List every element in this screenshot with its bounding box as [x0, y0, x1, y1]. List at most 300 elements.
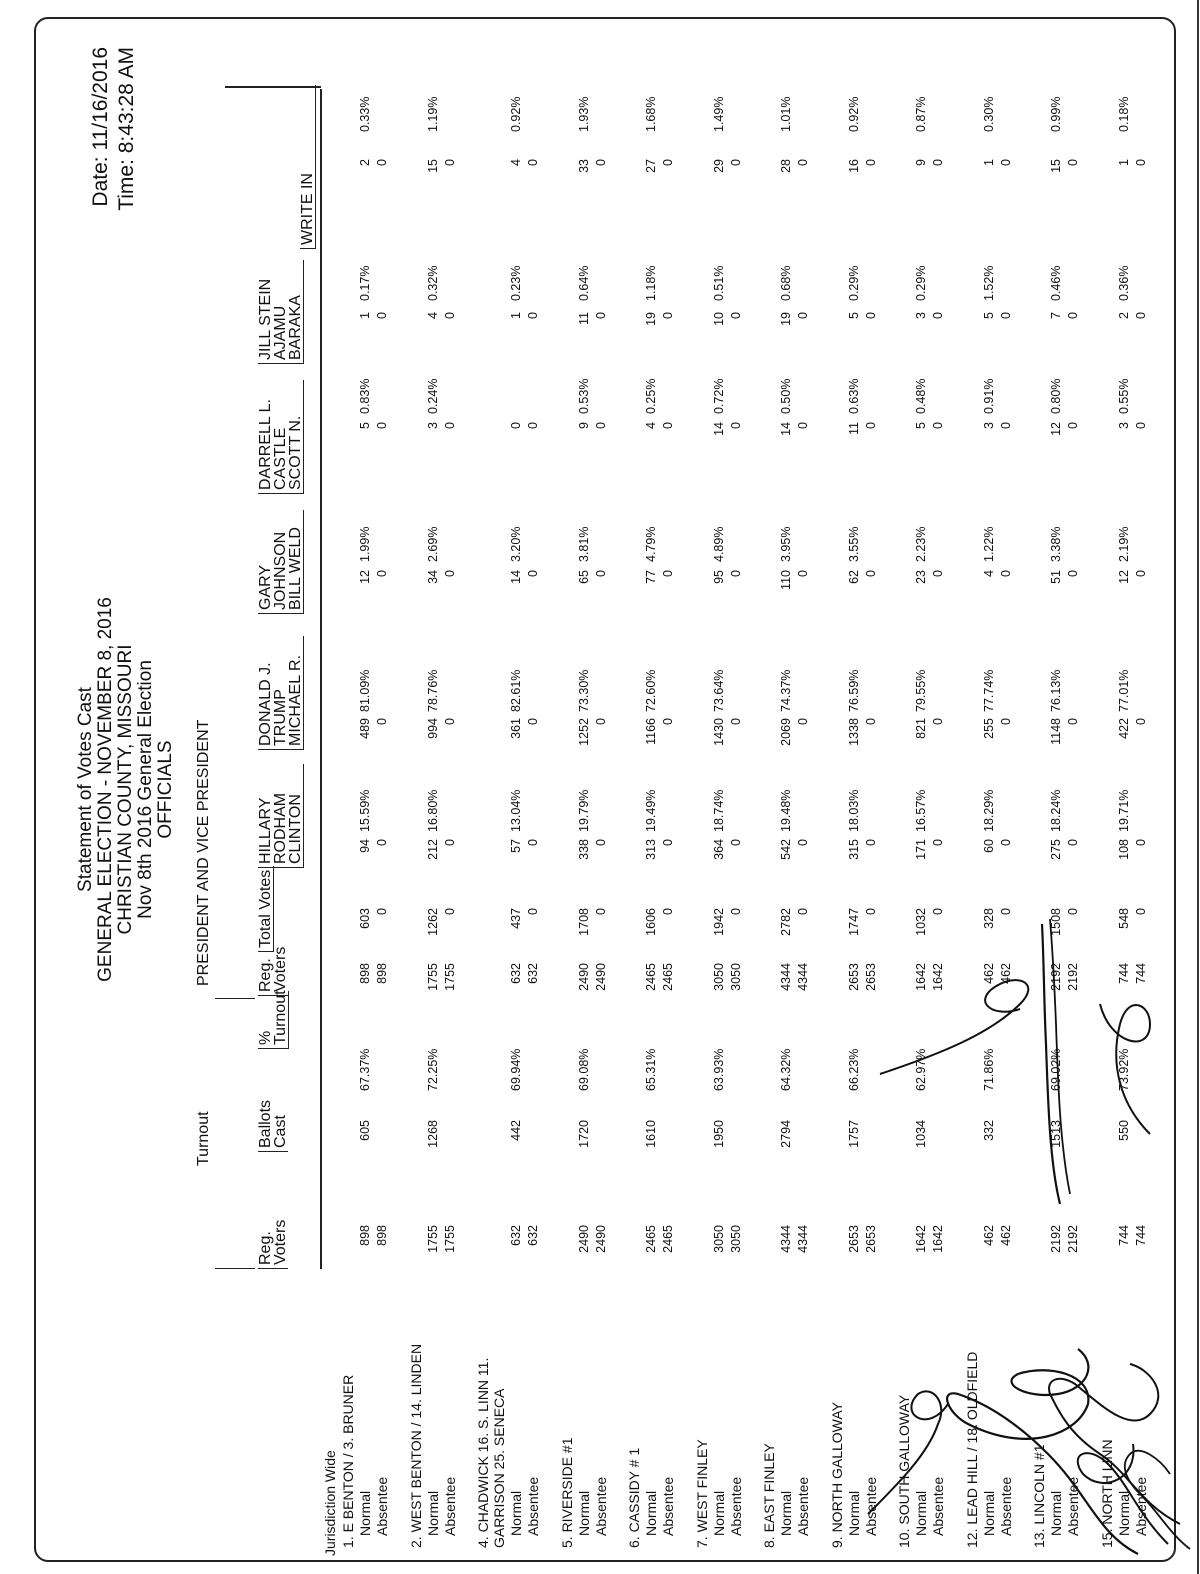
cell-percent: 79.55%: [914, 669, 928, 712]
cell-value: 14: [779, 422, 793, 436]
precinct-name: 10. SOUTH GALLOWAY: [896, 1394, 912, 1548]
date-time: [88, 47, 140, 211]
cell-absentee-value: 0: [998, 570, 1013, 577]
cell-absentee-value: 0: [728, 570, 743, 577]
cell-value: 437: [509, 908, 523, 929]
cell-percent: 72.60%: [644, 669, 658, 712]
col-ballots-cast: Ballots Cast: [258, 1094, 288, 1152]
row-label-normal: Normal: [424, 1490, 441, 1536]
cell-percent: 4.89%: [711, 526, 726, 562]
cell-absentee-value: 0: [375, 422, 389, 429]
cell-value: 1610: [644, 1120, 658, 1148]
cell-value: 33: [576, 159, 591, 173]
cell-absentee-value: 0: [442, 312, 457, 319]
cell-percent: 82.61%: [509, 669, 523, 712]
cell-absentee-value: 0: [593, 718, 608, 725]
row-label-normal: Normal: [357, 1490, 373, 1536]
header-divider: [225, 87, 321, 89]
cell-percent: 15.59%: [358, 789, 372, 832]
row-label-absentee: Absentee: [374, 1476, 390, 1536]
cell-percent: 1.49%: [711, 96, 726, 132]
cell-value: 1513: [1049, 1120, 1063, 1148]
row-label-absentee: Absentee: [660, 1476, 676, 1536]
cell-percent: 69.94%: [509, 1048, 523, 1091]
cell-absentee-value: 0: [728, 839, 743, 846]
cell-value: 1: [509, 312, 523, 319]
cell-percent: 1.18%: [644, 265, 658, 301]
col-reg-voters: Reg. Voters: [258, 1221, 288, 1269]
cell-value: 12: [358, 570, 372, 584]
cell-absentee-value: 0: [998, 839, 1013, 846]
cell-absentee-value: 632: [526, 1225, 540, 1246]
cell-value: 2465: [644, 963, 658, 991]
cell-absentee-value: 0: [375, 908, 389, 915]
row-label-normal: Normal: [575, 1490, 592, 1536]
cell-value: 14: [509, 570, 523, 584]
cell-percent: 81.09%: [358, 669, 372, 712]
cell-value: 3: [914, 312, 928, 319]
cell-percent: 0.53%: [576, 378, 591, 414]
cell-absentee-value: 0: [728, 422, 743, 429]
cell-value: 489: [358, 718, 372, 739]
cell-percent: 0.36%: [1116, 265, 1131, 301]
cell-absentee-value: 0: [375, 570, 389, 577]
cell-percent: 3.38%: [1049, 526, 1063, 562]
precinct-name: 4. CHADWICK 16. S. LINN 11.: [475, 1357, 491, 1548]
cell-value: 15: [1049, 159, 1063, 173]
header-divider: [215, 998, 255, 999]
precinct-name: 12. LEAD HILL / 18. OLDFIELD: [963, 1351, 980, 1548]
cell-value: 1338: [846, 718, 861, 746]
cell-percent: 73.30%: [576, 669, 591, 712]
cell-value: 2653: [846, 1225, 861, 1253]
cell-value: 1430: [711, 718, 726, 746]
cell-percent: 3.55%: [846, 526, 861, 562]
cell-absentee-value: 0: [442, 159, 457, 166]
cell-percent: 64.32%: [779, 1048, 793, 1091]
precinct-name: 8. EAST FINLEY: [761, 1443, 777, 1548]
cell-percent: 18.29%: [981, 789, 996, 832]
precinct-name: 6. CASSIDY # 1: [626, 1447, 642, 1548]
cell-value: 632: [509, 963, 523, 984]
cell-value: 28: [779, 159, 793, 173]
cell-value: 34: [425, 570, 440, 584]
cell-absentee-value: 0: [796, 718, 810, 725]
cell-value: 3: [425, 422, 440, 429]
cell-absentee-value: 744: [1133, 1225, 1148, 1246]
cell-value: 364: [711, 839, 726, 860]
title-line: Nov 8th 2016 General Election: [135, 660, 156, 919]
cell-value: 16: [846, 159, 861, 173]
col-johnson: GARY JOHNSON BILL WELD: [258, 510, 304, 614]
cell-value: 4: [509, 159, 523, 166]
cell-absentee-value: 0: [442, 570, 457, 577]
cell-percent: 76.59%: [846, 669, 861, 712]
cell-value: 14: [711, 422, 726, 436]
cell-percent: 0.80%: [1049, 378, 1063, 414]
cell-value: 255: [981, 718, 996, 739]
cell-value: 12: [1049, 422, 1063, 436]
cell-percent: 18.74%: [711, 789, 726, 832]
cell-percent: 77.01%: [1116, 669, 1131, 712]
cell-value: 1942: [711, 908, 726, 936]
row-label-absentee: Absentee: [795, 1476, 811, 1536]
cell-value: 1034: [914, 1120, 928, 1148]
cell-absentee-value: 1642: [931, 1225, 945, 1253]
contest-title: PRESIDENT AND VICE PRESIDENT: [195, 719, 212, 986]
cell-absentee-value: 0: [1066, 422, 1080, 429]
cell-value: 1: [1116, 159, 1131, 166]
cell-absentee-value: 0: [796, 570, 810, 577]
cell-value: 2192: [1049, 963, 1063, 991]
cell-value: 361: [509, 718, 523, 739]
row-label-normal: Normal: [508, 1490, 524, 1536]
cell-absentee-value: 0: [728, 159, 743, 166]
cell-percent: 1.68%: [644, 96, 658, 132]
cell-absentee-value: 0: [863, 908, 878, 915]
cell-percent: 19.71%: [1116, 789, 1131, 832]
cell-absentee-value: 1755: [442, 963, 457, 991]
cell-value: 1708: [576, 908, 591, 936]
cell-percent: 72.25%: [425, 1048, 440, 1091]
cell-value: 3: [981, 422, 996, 429]
cell-absentee-value: 2490: [593, 963, 608, 991]
cell-value: 1755: [425, 963, 440, 991]
cell-absentee-value: 0: [998, 159, 1013, 166]
col-reg-voters2: Reg. Voters: [258, 947, 288, 996]
cell-value: 57: [509, 839, 523, 853]
cell-value: 10: [711, 312, 726, 326]
cell-value: 1720: [576, 1120, 591, 1148]
cell-absentee-value: 0: [526, 159, 540, 166]
cell-absentee-value: 0: [863, 570, 878, 577]
cell-percent: 3.20%: [509, 526, 523, 562]
row-label-absentee: Absentee: [592, 1476, 609, 1536]
cell-value: 994: [425, 718, 440, 739]
col-pct-turnout: % Turnout: [258, 991, 289, 1049]
cell-absentee-value: 1755: [442, 1225, 457, 1253]
cell-value: 4: [981, 570, 996, 577]
cell-absentee-value: 0: [728, 718, 743, 725]
cell-value: 19: [644, 312, 658, 326]
cell-value: 5: [358, 422, 372, 429]
cell-percent: 0.46%: [1049, 265, 1063, 301]
cell-value: 422: [1116, 718, 1131, 739]
cell-absentee-value: 0: [375, 718, 389, 725]
cell-value: 171: [914, 839, 928, 860]
cell-value: 3050: [711, 1225, 726, 1253]
cell-absentee-value: 0: [1066, 159, 1080, 166]
cell-value: 315: [846, 839, 861, 860]
row-label-absentee: Absentee: [1132, 1476, 1149, 1536]
cell-value: 1166: [644, 718, 658, 745]
cell-absentee-value: 0: [863, 312, 878, 319]
cell-absentee-value: 0: [1133, 839, 1148, 846]
cell-percent: 0.18%: [1116, 96, 1131, 132]
cell-value: 1642: [914, 1225, 928, 1253]
cell-value: 1: [358, 312, 372, 319]
cell-absentee-value: 0: [375, 159, 389, 166]
cell-absentee-value: 0: [1066, 570, 1080, 577]
cell-value: 212: [425, 839, 440, 860]
cell-value: 275: [1049, 839, 1063, 860]
cell-value: 4344: [779, 963, 793, 991]
precinct-name: 2. WEST BENTON / 14. LINDEN: [407, 1343, 424, 1548]
precinct-name: 15. NORTH LINN: [1098, 1439, 1115, 1548]
cell-value: 23: [914, 570, 928, 584]
col-write-in: WRITE IN: [300, 85, 316, 249]
cell-absentee-value: 0: [998, 908, 1013, 915]
cell-absentee-value: 2653: [863, 963, 878, 991]
cell-absentee-value: 0: [796, 159, 810, 166]
cell-percent: 16.80%: [425, 789, 440, 832]
cell-value: 29: [711, 159, 726, 173]
handwritten-signature-icon: [1100, 1434, 1200, 1554]
cell-percent: 69.08%: [576, 1048, 591, 1091]
cell-absentee-value: 0: [998, 718, 1013, 725]
cell-percent: 2.19%: [1116, 526, 1131, 562]
cell-percent: 0.30%: [981, 96, 996, 132]
cell-value: 3: [1116, 422, 1131, 429]
cell-absentee-value: 0: [863, 839, 878, 846]
cell-absentee-value: 2490: [593, 1225, 608, 1253]
cell-absentee-value: 0: [796, 422, 810, 429]
cell-absentee-value: 0: [931, 908, 945, 915]
title-line: CHRISTIAN COUNTY, MISSOURI: [115, 644, 136, 935]
cell-absentee-value: 0: [1133, 312, 1148, 319]
cell-value: 744: [1116, 963, 1131, 984]
cell-value: 9: [576, 422, 591, 429]
cell-value: 1508: [1049, 908, 1063, 936]
cell-absentee-value: 0: [1133, 422, 1148, 429]
cell-value: 1: [981, 159, 996, 166]
cell-value: 94: [358, 839, 372, 853]
cell-absentee-value: 744: [1133, 963, 1148, 984]
cell-value: 51: [1049, 570, 1063, 584]
cell-percent: 63.93%: [711, 1048, 726, 1091]
cell-absentee-value: 2653: [863, 1225, 878, 1253]
cell-value: 15: [425, 159, 440, 173]
cell-absentee-value: 462: [998, 963, 1013, 984]
cell-percent: 0.51%: [711, 265, 726, 301]
cell-absentee-value: 0: [526, 718, 540, 725]
cell-percent: 19.49%: [644, 789, 658, 832]
cell-value: 1606: [644, 908, 658, 936]
cell-percent: 62.97%: [914, 1048, 928, 1091]
cell-absentee-value: 0: [998, 422, 1013, 429]
cell-value: 9: [914, 159, 928, 166]
cell-value: 2465: [644, 1225, 658, 1253]
cell-absentee-value: 4344: [796, 1225, 810, 1253]
cell-percent: 73.92%: [1116, 1048, 1131, 1091]
cell-absentee-value: 0: [728, 908, 743, 915]
cell-absentee-value: 0: [931, 312, 945, 319]
row-label-absentee: Absentee: [997, 1476, 1014, 1536]
cell-value: 4: [644, 422, 658, 429]
cell-absentee-value: 0: [796, 839, 810, 846]
cell-percent: 66.23%: [846, 1048, 861, 1091]
cell-absentee-value: 0: [375, 312, 389, 319]
cell-absentee-value: 462: [998, 1225, 1013, 1246]
row-label-normal: Normal: [845, 1490, 862, 1536]
cell-value: 2794: [779, 1120, 793, 1148]
cell-value: 5: [914, 422, 928, 429]
cell-absentee-value: 0: [863, 159, 878, 166]
row-label-normal: Normal: [643, 1490, 659, 1536]
cell-absentee-value: 0: [1066, 312, 1080, 319]
cell-value: 1642: [914, 963, 928, 991]
row-label-absentee: Absentee: [930, 1476, 946, 1536]
cell-absentee-value: 0: [796, 312, 810, 319]
cell-percent: 18.03%: [846, 789, 861, 832]
cell-value: 12: [1116, 570, 1131, 584]
precinct-name: 9. NORTH GALLOWAY: [828, 1402, 845, 1548]
cell-absentee-value: 632: [526, 963, 540, 984]
precinct-name: 1. E BENTON / 3. BRUNER: [340, 1374, 356, 1548]
cell-percent: 2.23%: [914, 526, 928, 562]
turnout-section: Turnout: [195, 1111, 212, 1166]
cell-value: 1950: [711, 1120, 726, 1148]
header-rule: [320, 89, 322, 1269]
cell-value: 1252: [576, 718, 591, 746]
cell-value: 542: [779, 839, 793, 860]
cell-percent: 1.52%: [981, 265, 996, 301]
header-divider: [215, 1268, 255, 1269]
cell-percent: 0.48%: [914, 378, 928, 414]
cell-value: 603: [358, 908, 372, 929]
row-label-absentee: Absentee: [727, 1476, 744, 1536]
cell-absentee-value: 0: [593, 839, 608, 846]
cell-value: 2782: [779, 908, 793, 936]
cell-percent: 0.29%: [846, 265, 861, 301]
edge-line: [1197, 0, 1199, 1574]
cell-absentee-value: 0: [931, 159, 945, 166]
cell-value: 1757: [846, 1120, 861, 1148]
cell-absentee-value: 0: [931, 718, 945, 725]
cell-percent: 0.68%: [779, 265, 793, 301]
cell-value: 2: [358, 159, 372, 166]
title-line: OFFICIALS: [155, 740, 176, 839]
cell-value: 65: [576, 570, 591, 584]
cell-value: 332: [981, 1120, 996, 1141]
cell-absentee-value: 898: [375, 1225, 389, 1246]
cell-percent: 0.33%: [358, 96, 372, 132]
cell-value: 1747: [846, 908, 861, 936]
cell-value: 108: [1116, 839, 1131, 860]
cell-percent: 0.25%: [644, 378, 658, 414]
cell-value: 5: [981, 312, 996, 319]
cell-percent: 0.72%: [711, 378, 726, 414]
precinct-name: 7. WEST FINLEY: [693, 1439, 710, 1548]
cell-value: 2069: [779, 718, 793, 746]
row-label-normal: Normal: [1115, 1490, 1132, 1536]
cell-percent: 77.74%: [981, 669, 996, 712]
cell-percent: 2.69%: [425, 526, 440, 562]
cell-value: 4: [425, 312, 440, 319]
jurisdiction-label: Jurisdiction Wide: [322, 1450, 338, 1556]
col-clinton: HILLARY RODHAM CLINTON: [258, 764, 304, 868]
cell-value: 442: [509, 1120, 523, 1141]
cell-percent: 16.57%: [914, 789, 928, 832]
cell-value: 462: [981, 963, 996, 984]
cell-percent: 1.01%: [779, 96, 793, 132]
precinct-name: GARRISON 25. SENECA: [491, 1388, 507, 1548]
cell-value: 1262: [425, 908, 440, 936]
col-castle: DARRELL L. CASTLE SCOTT N.: [258, 380, 304, 494]
cell-value: 62: [846, 570, 861, 584]
cell-percent: 1.99%: [358, 526, 372, 562]
cell-absentee-value: 0: [442, 718, 457, 725]
cell-value: 1148: [1049, 718, 1063, 745]
col-total-votes: Total Votes: [258, 866, 274, 952]
cell-absentee-value: 0: [526, 570, 540, 577]
cell-percent: 0.83%: [358, 378, 372, 414]
cell-percent: 67.37%: [358, 1048, 372, 1091]
cell-value: 19: [779, 312, 793, 326]
row-label-normal: Normal: [1048, 1490, 1064, 1536]
cell-percent: 76.13%: [1049, 669, 1063, 712]
cell-percent: 13.04%: [509, 789, 523, 832]
cell-value: 1032: [914, 908, 928, 936]
row-label-absentee: Absentee: [525, 1476, 541, 1536]
row-label-absentee: Absentee: [862, 1476, 879, 1536]
cell-percent: 19.79%: [576, 789, 591, 832]
report-date: Date: 11/16/2016: [89, 47, 112, 207]
row-label-normal: Normal: [710, 1490, 727, 1536]
cell-value: 1268: [425, 1120, 440, 1148]
cell-percent: 1.22%: [981, 526, 996, 562]
row-label-normal: Normal: [980, 1490, 997, 1536]
cell-absentee-value: 0: [1133, 908, 1148, 915]
cell-value: 632: [509, 1225, 523, 1246]
cell-absentee-value: 0: [931, 422, 945, 429]
cell-value: 898: [358, 1225, 372, 1246]
cell-absentee-value: 0: [796, 908, 810, 915]
cell-value: 2490: [576, 963, 591, 991]
cell-absentee-value: 2465: [661, 963, 675, 991]
cell-percent: 19.48%: [779, 789, 793, 832]
cell-percent: 71.86%: [981, 1048, 996, 1091]
title-line: Statement of Votes Cast: [75, 687, 96, 892]
cell-absentee-value: 0: [863, 422, 878, 429]
cell-absentee-value: 0: [375, 839, 389, 846]
cell-percent: 0.55%: [1116, 378, 1131, 414]
cell-value: 77: [644, 570, 658, 584]
cell-absentee-value: 0: [593, 908, 608, 915]
cell-absentee-value: 0: [1066, 718, 1080, 725]
cell-absentee-value: 0: [661, 839, 675, 846]
cell-value: 3050: [711, 963, 726, 991]
cell-absentee-value: 2465: [661, 1225, 675, 1253]
cell-percent: 0.50%: [779, 378, 793, 414]
cell-value: 60: [981, 839, 996, 853]
cell-value: 898: [358, 963, 372, 984]
cell-value: 110: [779, 570, 793, 590]
cell-absentee-value: 2192: [1066, 1225, 1080, 1253]
cell-absentee-value: 0: [998, 312, 1013, 319]
cell-absentee-value: 0: [593, 422, 608, 429]
report-title: [76, 19, 176, 1560]
cell-value: 2490: [576, 1225, 591, 1253]
cell-value: 4344: [779, 1225, 793, 1253]
cell-percent: 74.37%: [779, 669, 793, 712]
cell-value: 550: [1116, 1120, 1131, 1141]
cell-absentee-value: 0: [1133, 718, 1148, 725]
cell-absentee-value: 0: [593, 570, 608, 577]
title-line: GENERAL ELECTION - NOVEMBER 8, 2016: [95, 597, 116, 982]
cell-absentee-value: 0: [526, 839, 540, 846]
cell-absentee-value: 0: [593, 159, 608, 166]
